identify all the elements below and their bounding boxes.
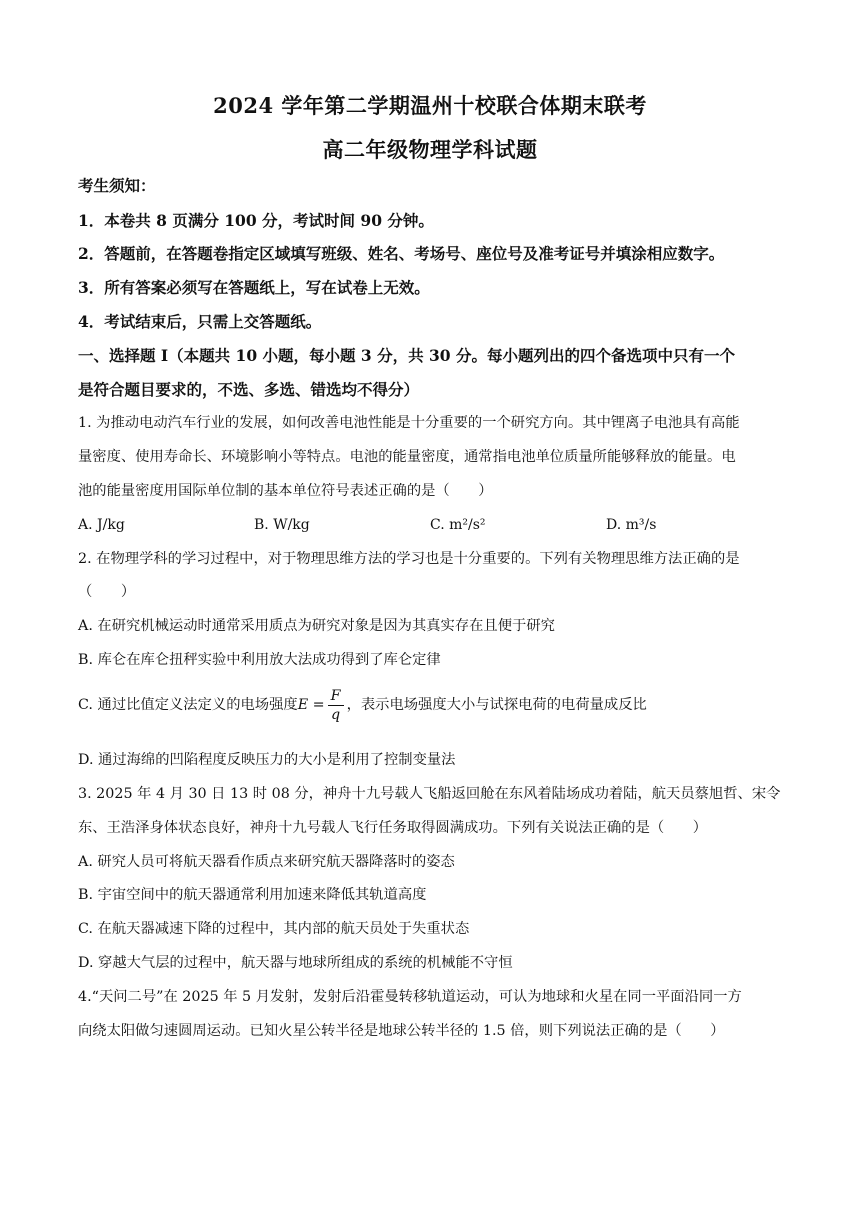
q1-stem-line1: 1. 为推动电动汽车行业的发展，如何改善电池性能是十分重要的一个研究方向。其中锂离子电池具有高能	[78, 415, 740, 431]
q2-option-c	[78, 683, 790, 727]
q3-option-d: D. 穿越大气层的过程中，航天器与地球所组成的系统的机械能不守恒	[78, 955, 513, 971]
q2-stem-line2: （ ）	[78, 584, 136, 600]
q1-option-d: D. m³/s	[606, 517, 657, 533]
q3-stem-line1: 3. 2025 年 4 月 30 日 13 时 08 分，神舟十九号载人飞船返回舱在东风着陆场成功着陆，航天员蔡旭哲、宋令	[78, 786, 781, 802]
q2-stem-line1: 2. 在物理学科的学习过程中，对于物理思维方法的学习也是十分重要的。下列有关物理思维方法正确的是	[78, 551, 740, 567]
q4-stem-line1: 4.“天问二号”在 2025 年 5 月发射，发射后沿霍曼转移轨道运动，可认为地球和火星在同一平面沿同一方	[78, 989, 742, 1005]
q3-option-c: C. 在航天器减速下降的过程中，其内部的航天员处于失重状态	[78, 921, 470, 937]
q1-stem-line3: 池的能量密度用国际单位制的基本单位符号表述正确的是（ ）	[78, 483, 493, 499]
q1-option-b: B. W/kg	[254, 517, 310, 533]
q3-option-a: A. 研究人员可将航天器看作质点来研究航天器降落时的姿态	[78, 854, 455, 870]
q3-option-b: B. 宇宙空间中的航天器通常利用加速来降低其轨道高度	[78, 887, 427, 903]
exam-title: 2024 学年第二学期温州十校联合体期末联考	[213, 93, 647, 118]
section-heading-line1: 一、选择题 I（本题共 10 小题，每小题 3 分，共 30 分。每小题列出的四个备选项中只有一个	[78, 346, 735, 365]
q1-stem-line2: 量密度、使用寿命长、环境影响小等特点。电池的能量密度，通常指电池单位质量所能够释放的能量。电	[78, 449, 736, 465]
q4-stem-line2: 向绕太阳做匀速圆周运动。已知火星公转半径是地球公转半径的 1.5 倍，则下列说法正确的是（ ）	[78, 1023, 725, 1039]
q2-option-d: D. 通过海绵的凹陷程度反映压力的大小是利用了控制变量法	[78, 752, 456, 768]
exam-subtitle: 高二年级物理学科试题	[322, 137, 538, 162]
formula-numerator: F	[328, 687, 344, 706]
q2-option-b: B. 库仑在库仑扭秤实验中利用放大法成功得到了库仑定律	[78, 652, 441, 668]
formula-fraction	[328, 687, 344, 724]
notice-item-2: 2．答题前，在答题卷指定区域填写班级、姓名、考场号、座位号及准考证号并填涂相应数字。	[78, 244, 725, 263]
notice-heading: 考生须知：	[78, 176, 156, 195]
q1-option-c: C. m²/s²	[430, 517, 486, 533]
notice-item-3: 3．所有答案必须写在答题纸上，写在试卷上无效。	[78, 278, 430, 297]
q1-option-a: A. J/kg	[78, 517, 125, 533]
notice-item-4: 4．考试结束后，只需上交答题纸。	[78, 312, 322, 331]
section-heading-line2: 是符合题目要求的，不选、多选、错选均不得分）	[78, 380, 420, 399]
q3-stem-line2: 东、王浩泽身体状态良好，神舟十九号载人飞行任务取得圆满成功。下列有关说法正确的是（ ）	[78, 820, 708, 836]
q2-option-c-text: C. 通过比值定义法定义的电场强度	[78, 697, 298, 713]
q2-option-c-tail: ，表示电场强度大小与试探电荷的电荷量成反比	[346, 697, 647, 713]
q2-option-a: A. 在研究机械运动时通常采用质点为研究对象是因为其真实存在且便于研究	[78, 618, 555, 634]
formula-lhs: E =	[297, 697, 325, 713]
formula-denominator: q	[331, 706, 341, 723]
notice-item-1: 1．本卷共 8 页满分 100 分，考试时间 90 分钟。	[78, 211, 434, 230]
